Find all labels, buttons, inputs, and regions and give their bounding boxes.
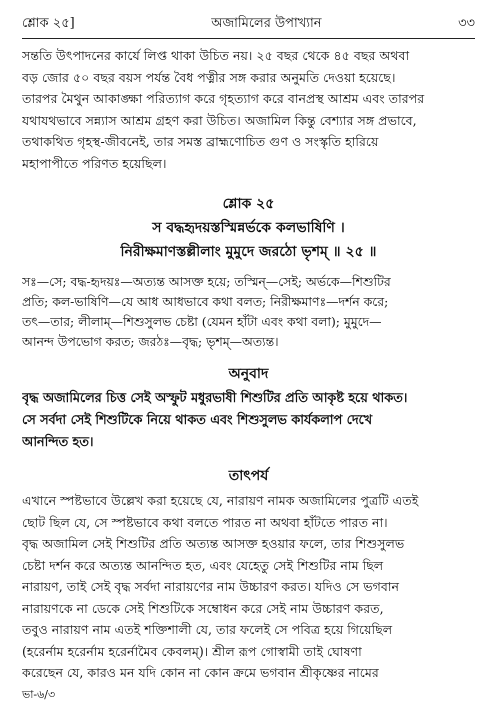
text-line: তথাকথিত গৃহস্থ-জীবনেই, তার সমস্ত ব্রাহ্মণোচিত গুণ ও সংস্কৃতি হারিয়ে <box>22 134 379 149</box>
purport-line: করেছেন যে, কারও মন যদি কোন না কোন ক্রমে ভগবান শ্রীকৃষ্ণের নামের <box>22 665 379 680</box>
synonym-line: সঃ—সে; বদ্ধ-হৃদয়ঃ—অত্যন্ত আসক্ত হয়ে; তস্মিন্—সেই; অর্ভকে—শিশুটির <box>22 274 391 289</box>
header-divider <box>22 38 475 39</box>
synonym-line: আনন্দ উপভোগ করত; জরঠঃ—বৃদ্ধ; ভৃশম্—অত্যন্ত। <box>22 334 279 349</box>
sloka-heading: শ্লোক ২৫ <box>222 196 275 212</box>
translation-line: বৃদ্ধ অজামিলের চিত্ত সেই অস্ফুট মধুরভাষী শিশুটির প্রতি আকৃষ্ট হয়ে থাকত। <box>22 391 408 406</box>
page-number: ৩৩ <box>458 16 475 31</box>
intro-paragraph <box>22 45 475 174</box>
purport-line: নারায়ণকে না ডেকে সেই শিশুটিকে সম্বোধন করে সেই নাম উচ্চারণ করত, <box>22 600 384 616</box>
translation-line: আনন্দিত হত। <box>22 435 94 450</box>
purport-line: বৃদ্ধ অজামিল সেই শিশুটির প্রতি অত্যন্ত আসক্ত হওয়ার ফলে, তার শিশুসুলভ <box>22 536 405 551</box>
purport-line: ছোট ছিল যে, সে স্পষ্টভাবে কথা বলতে পারত না অথবা হাঁটতে পারত না। <box>22 514 388 530</box>
text-line: তারপর মৈথুন আকাঙ্ক্ষা পরিত্যাগ করে গৃহত্যাগ করে বানপ্রস্থ আশ্রম এবং তারপর <box>22 91 425 106</box>
page-header <box>22 14 475 36</box>
synonym-line: তৎ—তার; লীলাম্—শিশুসুলভ চেষ্টা (যেমন হাঁটা এবং কথা বলা); মুমুদে— <box>22 314 382 329</box>
verse-line: নিরীক্ষমাণস্তল্লীলাং মুমুদে জরঠো ভৃশম্ ॥ ২৫ ॥ <box>120 244 377 260</box>
running-title: অজামিলের উপাখ্যান <box>211 16 322 31</box>
text-line: বড় জোর ৫০ বছর বয়স পর্যন্ত বৈধ পত্নীর সঙ্গ করার অনুমতি দেওয়া হয়েছে। <box>22 69 396 85</box>
purport-heading: তাৎপর্য <box>228 468 269 484</box>
purport-line: এখানে স্পষ্টভাবে উল্লেখ করা হয়েছে যে, নারায়ণ নামক অজামিলের পুত্রটি এতই <box>22 493 419 508</box>
word-synonyms <box>22 272 475 352</box>
verse-line: স বদ্ধহৃদয়স্তস্মিন্নর্ভকে কলভাষিণি । <box>152 220 345 236</box>
translation-text <box>22 388 475 454</box>
purport-line: নারায়ণ, তাই সেই বৃদ্ধ সর্বদা নারায়ণের নাম উচ্চারণ করত। যদিও সে ভগবান <box>22 579 400 594</box>
page-footer-signature: ভা-৬/৩ <box>22 688 56 701</box>
sanskrit-verse <box>22 216 475 264</box>
chapter-verse-ref: শ্লোক ২৫] <box>22 16 75 31</box>
translation-heading: অনুবাদ <box>228 366 269 382</box>
text-line: মহাপাপীতে পরিণত হয়েছিল। <box>22 155 167 171</box>
text-line: যথাযথভাবে সন্ন্যাস আশ্রম গ্রহণ করা উচিত। অজামিল কিন্তু বেশ্যার সঙ্গ প্রভাবে, <box>22 112 417 128</box>
synonym-line: প্রতি; কল-ভাষিণি—যে আধ আধভাবে কথা বলত; নিরীক্ষমাণঃ—দর্শন করে; <box>22 294 389 309</box>
purport-line: তবুও নারায়ণ নাম এতই শক্তিশালী যে, তার ফলেই সে পবিত্র হয়ে গিয়েছিল <box>22 622 393 637</box>
translation-line: সে সর্বদা সেই শিশুটিকে নিয়ে থাকত এবং শিশুসুলভ কার্যকলাপ দেখে <box>22 413 373 428</box>
purport-line: চেষ্টা দর্শন করে অত্যন্ত আনন্দিত হত, এবং যেহেতু সেই শিশুটির নাম ছিল <box>22 557 384 573</box>
purport-line: (হরের্নাম হরের্নাম হরের্নামৈব কেবলম্)। শ্রীল রূপ গোস্বামী তাই ঘোষণা <box>22 643 362 659</box>
text-line: সন্ততি উৎপাদনের কার্যে লিপ্ত থাকা উচিত নয়। ২৫ বছর থেকে ৪৫ বছর অথবা <box>22 48 410 63</box>
purport-text <box>22 490 475 684</box>
